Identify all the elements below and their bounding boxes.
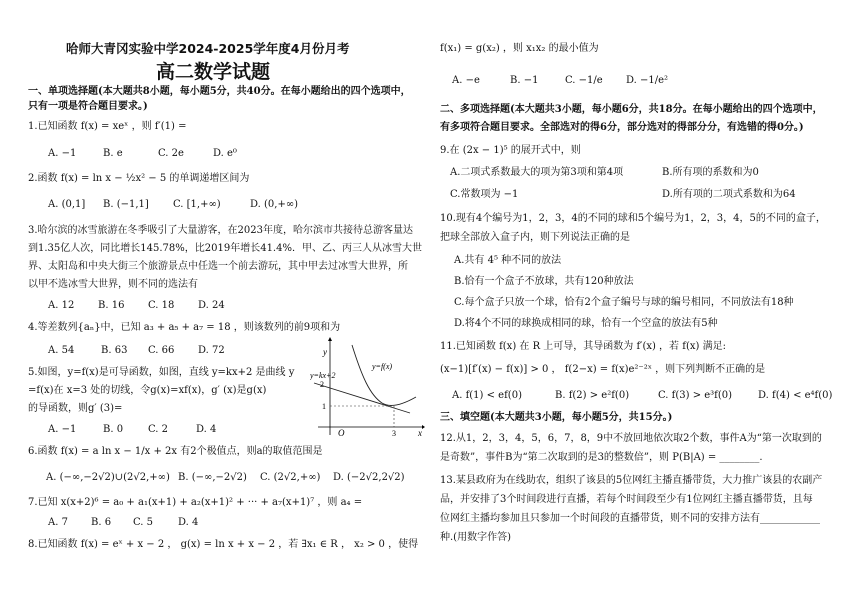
- q2-option-c: C. [1,+∞): [173, 199, 221, 210]
- q13-line-3: 位网红主播均参加且只参加一个时间段的直播带货，则不同的安排方法有____________: [440, 513, 820, 524]
- q5-graph: [310, 337, 425, 437]
- q11-option-b: B. f(2) > e²f(0): [555, 390, 630, 401]
- q3-option-a: A. 12: [48, 300, 75, 311]
- q7-option-c: C. 5: [133, 517, 154, 528]
- section1-heading-2: 只有一项是符合题目要求。): [28, 101, 148, 112]
- q13-line-2: 品，并安排了3个时间段进行直播，若每个时间段至少有1位网红主播直播带货，且每: [440, 494, 813, 505]
- q1-option-c: C. 2e: [158, 148, 184, 159]
- q11-stem: 11.已知函数 f(x) 在 R 上可导，其导函数为 f′(x) ，若 f(x) 满足:: [440, 341, 726, 352]
- section2-heading: 二、多项选择题(本大题共3小题，每小题6分，共18分。在每小题给出的四个选项中，: [440, 104, 823, 115]
- q1-option-d: D. e⁰: [213, 148, 237, 159]
- q12-line-1: 12.从1，2，3，4，5，6，7，8，9中不放回地依次取2个数，事件A为“第一次取到的: [440, 433, 822, 444]
- q10-line-2: 把球全部放入盒子内，则下列说法正确的是: [440, 232, 630, 243]
- q7-option-b: B. 6: [91, 517, 112, 528]
- label-origin: O: [338, 428, 345, 437]
- q11-option-d: D. f(4) < e⁴f(0): [758, 390, 833, 401]
- q3-option-d: D. 24: [198, 300, 225, 311]
- label-curve: y=f(x): [372, 362, 393, 371]
- label-y: y: [323, 347, 327, 357]
- q9-option-c: C.常数项为 −1: [450, 189, 519, 200]
- q12-line-2: 是奇数”，事件B为“第二次取到的是3的整数倍”，则 P(B|A) = ________.: [440, 452, 763, 463]
- q1-stem: 1.已知函数 f(x) = xeˣ ，则 f′(1) =: [28, 121, 187, 132]
- q9-stem: 9.在 (2x − 1)⁵ 的展开式中，则: [440, 145, 581, 156]
- q7-stem: 7.已知 x(x+2)⁶ = a₀ + a₁(x+1) + a₂(x+1)² + ··· + a₇(x+1)⁷ ，则 a₄ =: [28, 497, 363, 508]
- q5-line-3: 的导函数，则g′ (3)=: [28, 403, 123, 414]
- section2-heading-2: 有多项符合题目要求。全部选对的得6分，部分选对的得部分分，有选错的得0分。): [440, 122, 804, 133]
- q3-line-1: 3.哈尔滨的冰雪旅游在冬季吸引了大量游客，在2023年度，哈尔滨市共接待总游客量达: [28, 225, 413, 236]
- q9-option-d: D.所有项的二项式系数和为64: [662, 189, 796, 200]
- q10-line-1: 10.现有4个编号为1，2，3，4的不同的球和5个编号为1，2，3，4，5的不同的盒子，: [440, 213, 826, 224]
- school-header: 哈师大青冈实验中学2024-2025学年度4月份月考: [66, 41, 350, 56]
- q10-option-d: D.将4个不同的球换成相同的球，恰有一个空盒的放法有5种: [454, 318, 718, 329]
- q10-option-a: A.共有 4⁵ 种不同的放法: [454, 255, 562, 266]
- q3-line-2: 到1.35亿人次，同比增长145.78%，比2019年增长41.4%．甲、乙、丙三人从冰雪大世: [28, 243, 422, 254]
- q3-option-c: C. 18: [148, 300, 175, 311]
- label-line: y=kx+2: [310, 371, 336, 380]
- q6-option-b: B. (−∞,−2√2): [178, 472, 247, 483]
- tick-3: 3: [392, 429, 396, 437]
- q6-option-a: A. (−∞,−2√2)∪(2√2,+∞): [46, 472, 170, 483]
- q5-option-b: B. 0: [103, 424, 124, 435]
- curve-fx: [352, 345, 416, 405]
- tick-1: 1: [322, 402, 326, 411]
- q4-option-c: C. 66: [148, 345, 175, 356]
- q3-line-4: 以甲不选冰雪大世界，则不同的选法有: [28, 279, 198, 290]
- q2-option-d: D. (0,+∞): [250, 199, 299, 210]
- q5-option-a: A. −1: [48, 424, 77, 435]
- q7-option-a: A. 7: [48, 517, 68, 528]
- q3-option-b: B. 16: [98, 300, 125, 311]
- q6-stem: 6.函数 f(x) = a ln x − 1/x + 2x 有2个极值点，则a的取值范围是: [28, 446, 323, 457]
- q6-option-c: C. (2√2,+∞): [260, 472, 321, 483]
- section1-heading: 一、单项选择题(本大题共8小题，每小题5分，共40分。在每小题给出的四个选项中，: [28, 86, 411, 97]
- q8-option-a: A. −e: [452, 75, 480, 86]
- q11-stem-2: (x−1)[f′(x) − f(x)] > 0 ， f(2−x) = f(x)e²⁻²ˣ ，则下列判断不正确的是: [440, 364, 766, 375]
- q11-option-a: A. f(1) < ef(0): [452, 390, 522, 401]
- q3-line-3: 界、太阳岛和中央大街三个旅游景点中任选一个前去游玩，其中甲去过冰雪大世界，所: [28, 261, 408, 272]
- tick-2: 2: [320, 380, 324, 389]
- q8-stem-2: f(x₁) = g(x₂) ，则 x₁x₂ 的最小值为: [440, 43, 599, 54]
- q5-option-d: D. 4: [196, 424, 217, 435]
- q8-option-d: D. −1/e²: [626, 75, 669, 86]
- q10-option-c: C.每个盒子只放一个球，恰有2个盒子编号与球的编号相同，不同放法有18种: [454, 297, 794, 308]
- q8-option-b: B. −1: [510, 75, 539, 86]
- q2-option-b: B. (−1,1]: [103, 199, 149, 210]
- q6-option-d: D. (−2√2,2√2): [333, 472, 405, 483]
- q13-line-4: 种.(用数字作答): [440, 532, 511, 543]
- exam-title: 高二数学试题: [156, 61, 271, 83]
- tangent-line: [314, 383, 410, 413]
- q7-option-d: D. 4: [178, 517, 199, 528]
- q9-option-b: B.所有项的系数和为0: [662, 167, 759, 178]
- q2-option-a: A. (0,1]: [48, 199, 86, 210]
- q4-option-a: A. 54: [48, 345, 75, 356]
- q1-option-a: A. −1: [48, 148, 77, 159]
- q10-option-b: B.恰有一个盒子不放球，共有120种放法: [454, 276, 634, 287]
- q5-line-2: =f(x)在 x=3 处的切线，令g(x)=xf(x)，g′ (x)是g(x): [28, 385, 267, 396]
- q8-stem: 8.已知函数 f(x) = eˣ + x − 2 ， g(x) = ln x + x − 2 ，若 ∃x₁ ∈ R ， x₂ > 0 ，使得: [28, 539, 419, 550]
- q1-option-b: B. e: [103, 148, 123, 159]
- q9-option-a: A.二项式系数最大的项为第3项和第4项: [450, 167, 624, 178]
- label-x: x: [418, 428, 422, 437]
- q4-stem: 4.等差数列{aₙ}中，已知 a₃ + a₅ + a₇ = 18 ，则该数列的前9项和为: [28, 322, 341, 333]
- q2-stem: 2.函数 f(x) = ln x − ½x² − 5 的单调递增区间为: [28, 173, 250, 184]
- q5-option-c: C. 2: [148, 424, 169, 435]
- q11-option-c: C. f(3) > e³f(0): [658, 390, 733, 401]
- q4-option-d: D. 72: [198, 345, 225, 356]
- q4-option-b: B. 63: [101, 345, 128, 356]
- q13-line-1: 13.某县政府为在线助农，组织了该县的5位网红主播直播带货，大力推广该县的农副产: [440, 475, 823, 486]
- q8-option-c: C. −1/e: [565, 75, 603, 86]
- q5-line-1: 5.如图，y=f(x)是可导函数，如图，直线 y=kx+2 是曲线 y: [28, 367, 295, 378]
- section3-heading: 三、填空题(本大题共3小题，每小题5分，共15分。): [440, 412, 673, 423]
